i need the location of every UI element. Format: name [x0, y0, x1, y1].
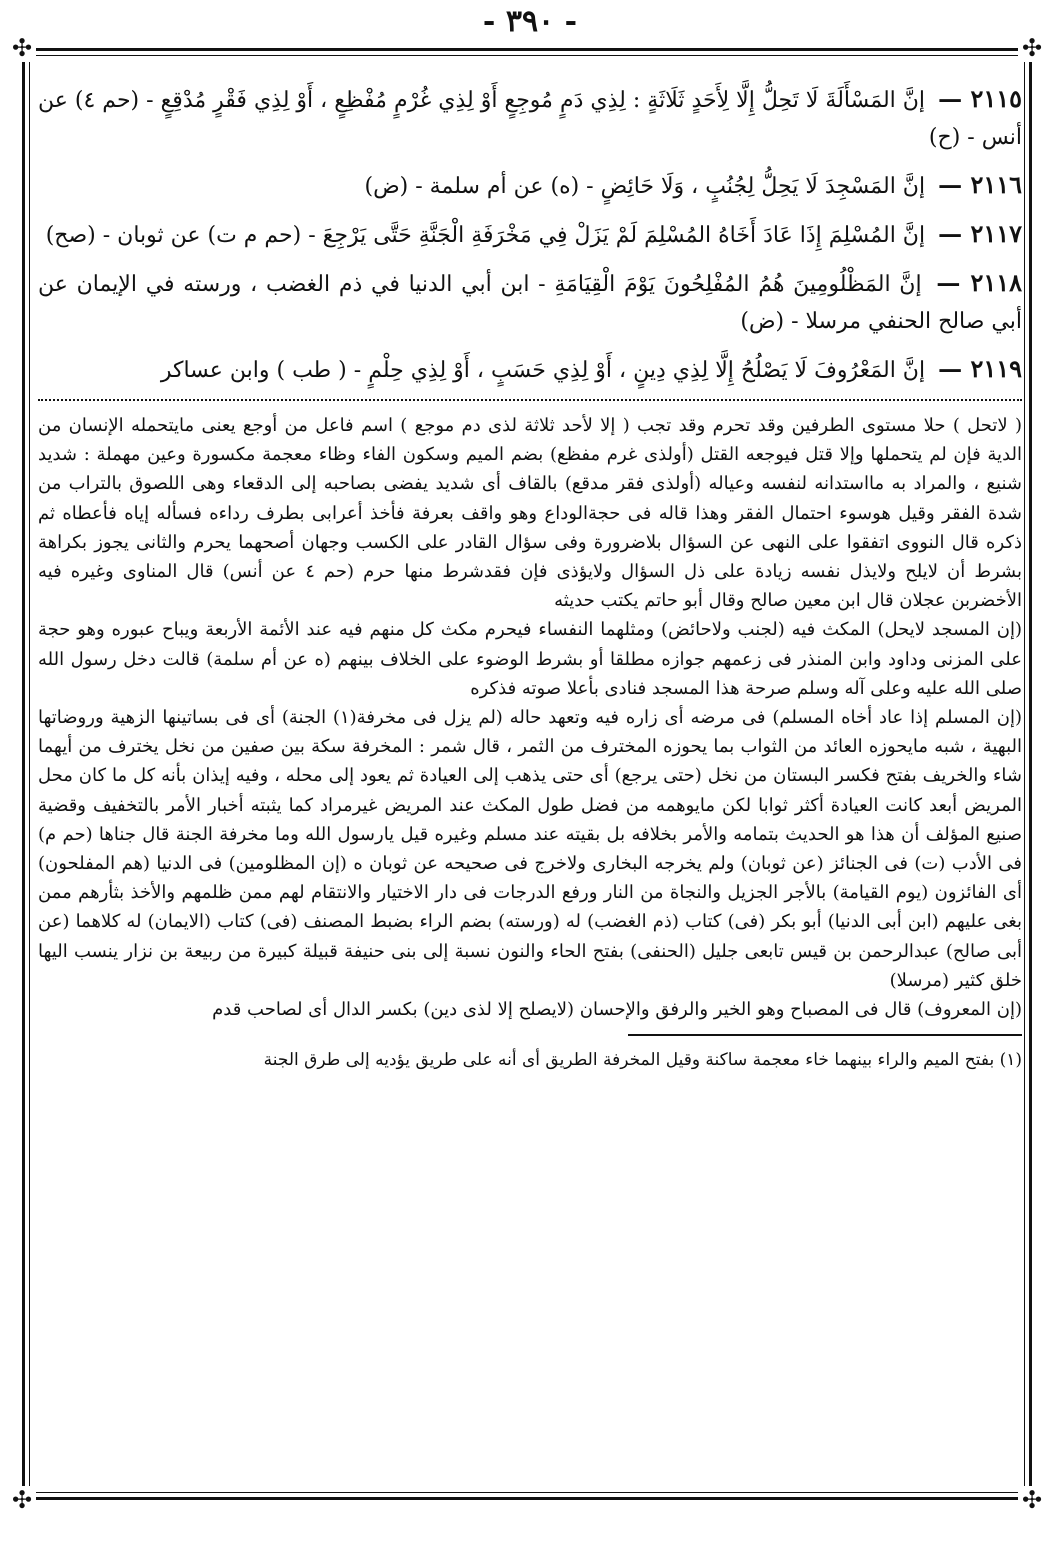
- corner-ornament-icon: ✣: [1018, 34, 1046, 62]
- hadith-text: إنَّ المَظْلُومِينَ هُمُ المُفْلِحُونَ يَوْمَ الْقِيَامَةِ - ابن أبي الدنيا في ذم الغضب ، ورسته في الإيمان عن أبي صالح الحنفي مرسلا - (ض): [38, 272, 1022, 334]
- footnote-divider: [628, 1034, 1022, 1036]
- hadith-text: إنَّ المَسْجِدَ لَا يَحِلُّ لِجُنُبٍ ، وَلَا حَائِضٍ - (ه) عن أم سلمة - (ض): [364, 174, 926, 199]
- hadith-text: إنَّ المَسْأَلَةَ لَا تَحِلُّ إِلَّا لِأَحَدٍ ثَلَاثَةٍ : لِذِي دَمٍ مُوجِعٍ أَوْ لِذِي غُرْمٍ مُفْظِعٍ ، أَوْ لِذِي فَقْرٍ مُدْقِعٍ - (حم ٤) عن أنس - (ح): [38, 88, 1022, 150]
- hadith-number: ٢١١٩ —: [938, 354, 1022, 383]
- commentary-paragraph: (إن المسلم إذا عاد أخاه المسلم) فى مرضه أى زاره فيه وتعهد حاله (لم يزل فى مخرفة(١) الجنة) أى فى بساتينها الزهية وروضاتها البهية ، شبه مايحوزه العائد من الثواب بما يحوزه المخترف من الثمر ، قال شمر : المخرفة سكة بين صفين من نخل يخترف من أيهما شاء والخريف بفتح فكسر البستان من نخل (حتى يرجع) أى حتى يذهب إلى العيادة ثم يعود إلى محله ، وفيه إيذان بأنه كل ما كان محل المريض أبعد كانت العيادة أكثر ثوابا لكن مايوهمه من فضل طول المكث عند المريض غيرمراد كما يثبته أخبار الأمر بالتخفيف وقضية صنيع المؤلف أن هذا هو الحديث بتمامه والأمر بخلافه بل بقيته عند مسلم وغيره قيل يارسول الله وما مخرفة الجنة قال جناها (حم م) فى الأدب (ت) فى الجنائز (عن ثوبان) ولم يخرجه البخارى ولاخرج فى صحيحه عن ثوبان ه (إن المظلومين) فى الدنيا (هم المفلحون) أى الفائزون (يوم القيامة) بالأجر الجزيل والنجاة من النار ورفع الدرجات فى دار الاختيار والانتقام لهم ممن ظلمهم والأخذ بثأرهم ممن بغى عليهم (ابن أبى الدنيا) أبو بكر (فى) كتاب (ذم الغضب) له (ورسته) بضم الراء بضبط المصنف (فى) كتاب (الايمان) له كلاهما (عن أبى صالح) عبدالرحمن بن قيس تابعى جليل (الحنفى) بفتح الحاء والنون نسبة إلى بنى حنيفة قبيلة كبيرة من ربيعة بن نزار ينسب اليها خلق كثير (مرسلا): [38, 707, 1023, 991]
- footnote: (١) بفتح الميم والراء بينهما خاء معجمة ساكنة وقيل المخرفة الطريق أى أنه على طريق يؤديه إلى طرق الجنة: [263, 1050, 1022, 1071]
- hadith-number: ٢١١٦ —: [938, 170, 1022, 199]
- page-number: - ٣٩٠ -: [482, 4, 578, 39]
- section-divider: [38, 399, 1022, 401]
- hadith-text: إنَّ المُسْلِمَ إِذَا عَادَ أَخَاهُ المُسْلِمَ لَمْ يَزَلْ فِي مَخْرَفَةِ الْجَنَّةِ حَتَّى يَرْجِعَ - (حم م ت) عن ثوبان - (صح): [45, 223, 926, 248]
- hadith-number: ٢١١٨ —: [936, 268, 1022, 297]
- hadith-entry: [38, 166, 1022, 205]
- hadith-entry: [38, 80, 1022, 156]
- hadith-text: إنَّ المَعْرُوفَ لَا يَصْلُحُ إِلَّا لِذِي دِينٍ ، أَوْ لِذِي حَسَبٍ ، أَوْ لِذِي حِلْمٍ - ( طب ) وابن عساكر: [160, 358, 926, 383]
- hadith-entry: [38, 215, 1022, 254]
- hadith-entry: [38, 264, 1022, 340]
- commentary-paragraph: (إن المعروف) قال فى المصباح وهو الخير والرفق والإحسان (لايصلح إلا لذى دين) بكسر الدال أى لصاحب قدم: [212, 999, 1022, 1021]
- hadith-number: ٢١١٧ —: [938, 219, 1022, 248]
- hadith-number: ٢١١٥ —: [938, 84, 1022, 113]
- corner-ornament-icon: ✣: [1018, 1486, 1046, 1514]
- commentary-paragraph: ( لاتحل ) حلا مستوى الطرفين وقد تحرم وقد تجب ( إلا لأحد ثلاثة لذى دم موجع ) اسم فاعل من أوجع يعنى مايتحمله الإنسان من الدية فإن لم يتحملها وإلا قتل فيوجعه القتل (أولذى غرم مفظع) بضم الميم وسكون الفاء وظاء معجمة مكسورة وعين مهملة : شديد شنيع ، والمراد به مااستدانه لنفسه وعياله (أولذى فقر مدقع) بالقاف أى شديد يفضى بصاحبه إلى الدقعاء وهى اللصوق بالتراب من شدة الفقر وقيل هوسوء احتمال الفقر وهذا قاله فى حجةالوداع وهو واقف بعرفة فأخذ أعرابى بطرف رداءه فسأله إياه فأعطاه ثم ذكره قال النووى اتفقوا على النهى عن السؤال بلاضرورة وفى سؤال القادر على الكسب وجهان أصحهما يحرم والثانى يجوز بكراهة بشرط أن لايلح ولايذل نفسه زيادة على ذل السؤال ولايؤذى فإن فقدشرط منها حرم (حم ٤ عن أنس) قال المناوى وغيره فيه الأخضربن عجلان قال ابن معين صالح وقال أبو حاتم يكتب حديثه: [38, 415, 1023, 612]
- corner-ornament-icon: ✣: [8, 34, 36, 62]
- corner-ornament-icon: ✣: [8, 1486, 36, 1514]
- page-content: [38, 80, 1022, 1074]
- commentary: [38, 411, 1022, 1024]
- hadith-entry: [38, 350, 1022, 389]
- commentary-paragraph: (إن المسجد لايحل) المكث فيه (لجنب ولاحائض) ومثلهما النفساء فيحرم مكث كل منهم فيه عند الأئمة الأربعة ويباح عبوره وهو حجة على المزنى وداود وابن المنذر فى زعمهم جوازه مطلقا أو بشرط الوضوء على الخلاف بينهم (ه عن أم سلمة) قالت دخل رسول الله صلى الله عليه وعلى آله وسلم صرحة هذا المسجد فنادى بأعلا صوته فذكره: [38, 619, 1022, 699]
